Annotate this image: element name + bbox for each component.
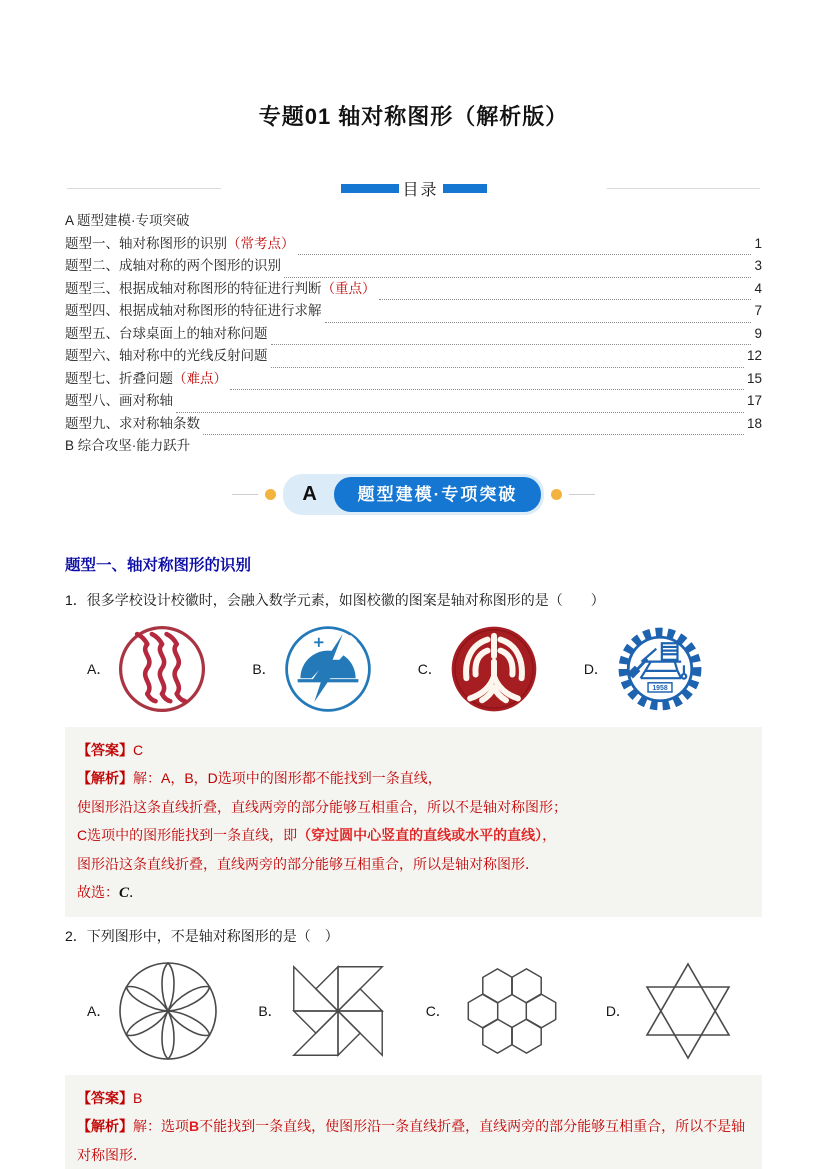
answer-line bbox=[77, 736, 750, 765]
answer-line bbox=[77, 1084, 750, 1113]
answer-value: C bbox=[133, 741, 144, 758]
analysis-line-4: 图形沿这条直线折叠，直线两旁的部分能够互相重合，所以是轴对称图形． bbox=[77, 855, 539, 872]
wavy-lines-crest-icon bbox=[116, 623, 208, 715]
analysis-text: 不能找到一条直线，使图形沿一条直线折叠，直线两旁的部分能够互相重合，所以不是轴对称图形． bbox=[77, 1118, 746, 1163]
toc-leader-dots bbox=[203, 417, 744, 435]
toc-leader-dots bbox=[379, 282, 752, 300]
toc-leader-dots bbox=[230, 372, 744, 390]
option-d bbox=[606, 959, 740, 1063]
toc-item-page: 9 bbox=[754, 325, 762, 341]
toc-item-label: 题型四、根据成轴对称图形的特征进行求解 bbox=[65, 303, 322, 318]
question-2-text: 2．下列图形中，不是轴对称图形的是（ ） bbox=[65, 927, 339, 944]
hexagram-star-figure-icon bbox=[636, 959, 740, 1063]
toc-item-page: 4 bbox=[754, 280, 762, 296]
toc-leader-dots bbox=[271, 327, 752, 345]
toc-item-label: 题型一、轴对称图形的识别 bbox=[65, 235, 227, 251]
gear-badge-year-text: 1958 bbox=[652, 684, 668, 692]
toc-header-line-left bbox=[67, 188, 221, 189]
option-b bbox=[252, 623, 373, 715]
toc-item-label: 题型六、轴对称中的光线反射问题 bbox=[65, 348, 268, 363]
toc-item-label: 题型七、折叠问题 bbox=[65, 370, 173, 386]
analysis-line bbox=[77, 1112, 750, 1169]
analysis-emphasis: （穿过圆中心竖直的直线或水平的直线） bbox=[297, 827, 543, 843]
analysis-text: 解：A，B，D选项中的图形都不能找到一条直线， bbox=[133, 770, 442, 786]
toc-item bbox=[65, 255, 762, 278]
answer-value: B bbox=[133, 1089, 143, 1106]
answer-block-2 bbox=[65, 1075, 762, 1169]
toc-item-tag: （重点） bbox=[321, 280, 376, 296]
toc-item bbox=[65, 278, 762, 301]
toc-item bbox=[65, 345, 762, 368]
toc-leader-dots bbox=[298, 237, 752, 255]
option-a bbox=[87, 623, 208, 715]
toc-item-page: 1 bbox=[754, 235, 762, 251]
toc-item-tag: （难点） bbox=[173, 370, 227, 386]
toc-item-page: 17 bbox=[746, 393, 762, 408]
analysis-line-3 bbox=[77, 821, 750, 850]
banner-dot-right bbox=[551, 489, 562, 500]
answer-block-1 bbox=[65, 727, 762, 917]
option-label: D． bbox=[605, 1002, 630, 1019]
banner-dot-left bbox=[265, 489, 276, 500]
toc-item bbox=[65, 390, 762, 413]
option-label: A． bbox=[87, 1002, 111, 1019]
gear-building-crest-icon bbox=[614, 623, 706, 715]
question-1-options bbox=[65, 623, 762, 715]
toc-leader-dots bbox=[284, 260, 751, 278]
banner-line-right bbox=[569, 494, 595, 495]
analysis-option-mark: B bbox=[189, 1118, 200, 1134]
toc-item bbox=[65, 300, 762, 323]
option-b bbox=[258, 959, 387, 1063]
banner-pill bbox=[283, 474, 545, 515]
conclusion-label: 故选： bbox=[77, 884, 119, 900]
analysis-text: 解：选项 bbox=[133, 1118, 189, 1134]
conclusion-period: ． bbox=[129, 884, 144, 900]
analysis-line-1 bbox=[77, 764, 750, 793]
option-c bbox=[418, 623, 540, 715]
option-label: B． bbox=[252, 660, 276, 677]
toc-header bbox=[67, 177, 760, 200]
peking-university-crest-icon bbox=[448, 623, 540, 715]
answer-label: 【答案】 bbox=[77, 741, 133, 758]
conclusion-answer: C bbox=[119, 885, 130, 901]
toc-item-tag: （常考点） bbox=[227, 235, 295, 251]
toc-item-label: 题型九、求对称轴条数 bbox=[65, 415, 200, 431]
section-a-banner bbox=[65, 474, 762, 515]
toc-item-page: 18 bbox=[746, 415, 762, 431]
toc-header-line-right bbox=[607, 188, 761, 189]
toc-item-label: 题型五、台球桌面上的轴对称问题 bbox=[65, 325, 268, 341]
toc-header-bar-right bbox=[443, 184, 487, 193]
section-heading: 题型一、轴对称图形的识别 bbox=[65, 556, 252, 574]
toc-section-a: A 题型建模·专项突破 bbox=[65, 213, 190, 228]
question-2-options bbox=[65, 959, 762, 1063]
toc-leader-dots bbox=[176, 395, 744, 413]
toc-item-label: 题型八、画对称轴 bbox=[65, 393, 173, 408]
answer-label: 【答案】 bbox=[77, 1089, 133, 1106]
toc-item-page: 15 bbox=[746, 370, 762, 386]
toc-leader-dots bbox=[325, 305, 752, 323]
toc-item bbox=[65, 368, 762, 391]
toc-item bbox=[65, 323, 762, 346]
hexagon-flower-figure-icon bbox=[456, 959, 568, 1063]
analysis-label: 【解析】 bbox=[77, 770, 133, 786]
toc-header-bar-left bbox=[341, 184, 399, 193]
banner-label: 题型建模·专项突破 bbox=[334, 477, 542, 512]
conclusion-line bbox=[77, 878, 750, 908]
option-a bbox=[87, 959, 220, 1063]
toc-item-page: 7 bbox=[754, 303, 762, 318]
rosette-circle-figure-icon bbox=[116, 959, 220, 1063]
option-label: C． bbox=[425, 1002, 450, 1019]
banner-badge-a: A bbox=[302, 482, 317, 505]
banner-line-left bbox=[232, 494, 258, 495]
toc-item-label: 题型二、成轴对称的两个图形的识别 bbox=[65, 258, 281, 273]
toc-item bbox=[65, 413, 762, 436]
toc-section-b: B 综合攻坚·能力跃升 bbox=[65, 438, 191, 453]
question-1-text: 1．很多学校设计校徽时，会融入数学元素，如图校徽的图案是轴对称图形的是（ ） bbox=[65, 591, 605, 608]
option-label: B． bbox=[258, 1002, 282, 1019]
toc-leader-dots bbox=[271, 350, 744, 368]
analysis-label: 【解析】 bbox=[77, 1118, 133, 1134]
toc-heading: 目录 bbox=[402, 182, 439, 199]
option-c bbox=[426, 959, 568, 1063]
toc-item bbox=[65, 233, 762, 256]
pinwheel-figure-icon bbox=[288, 959, 388, 1063]
toc-item-page: 12 bbox=[746, 348, 762, 363]
option-label: C． bbox=[417, 660, 442, 677]
table-of-contents bbox=[65, 210, 762, 458]
analysis-text: ， bbox=[542, 827, 557, 843]
option-label: A． bbox=[87, 660, 111, 677]
option-d bbox=[584, 623, 706, 715]
toc-item-page: 3 bbox=[754, 258, 762, 273]
analysis-line-2: 使图形沿这条直线折叠，直线两旁的部分能够互相重合，所以不是轴对称图形； bbox=[77, 798, 567, 815]
lightning-dome-crest-icon bbox=[282, 623, 374, 715]
option-label: D． bbox=[583, 660, 608, 677]
page-title: 专题01 轴对称图形（解析版） bbox=[258, 104, 569, 129]
question-2-block bbox=[65, 925, 762, 1063]
toc-item-label: 题型三、根据成轴对称图形的特征进行判断 bbox=[65, 280, 322, 296]
analysis-text: C选项中的图形能找到一条直线，即 bbox=[77, 827, 298, 843]
